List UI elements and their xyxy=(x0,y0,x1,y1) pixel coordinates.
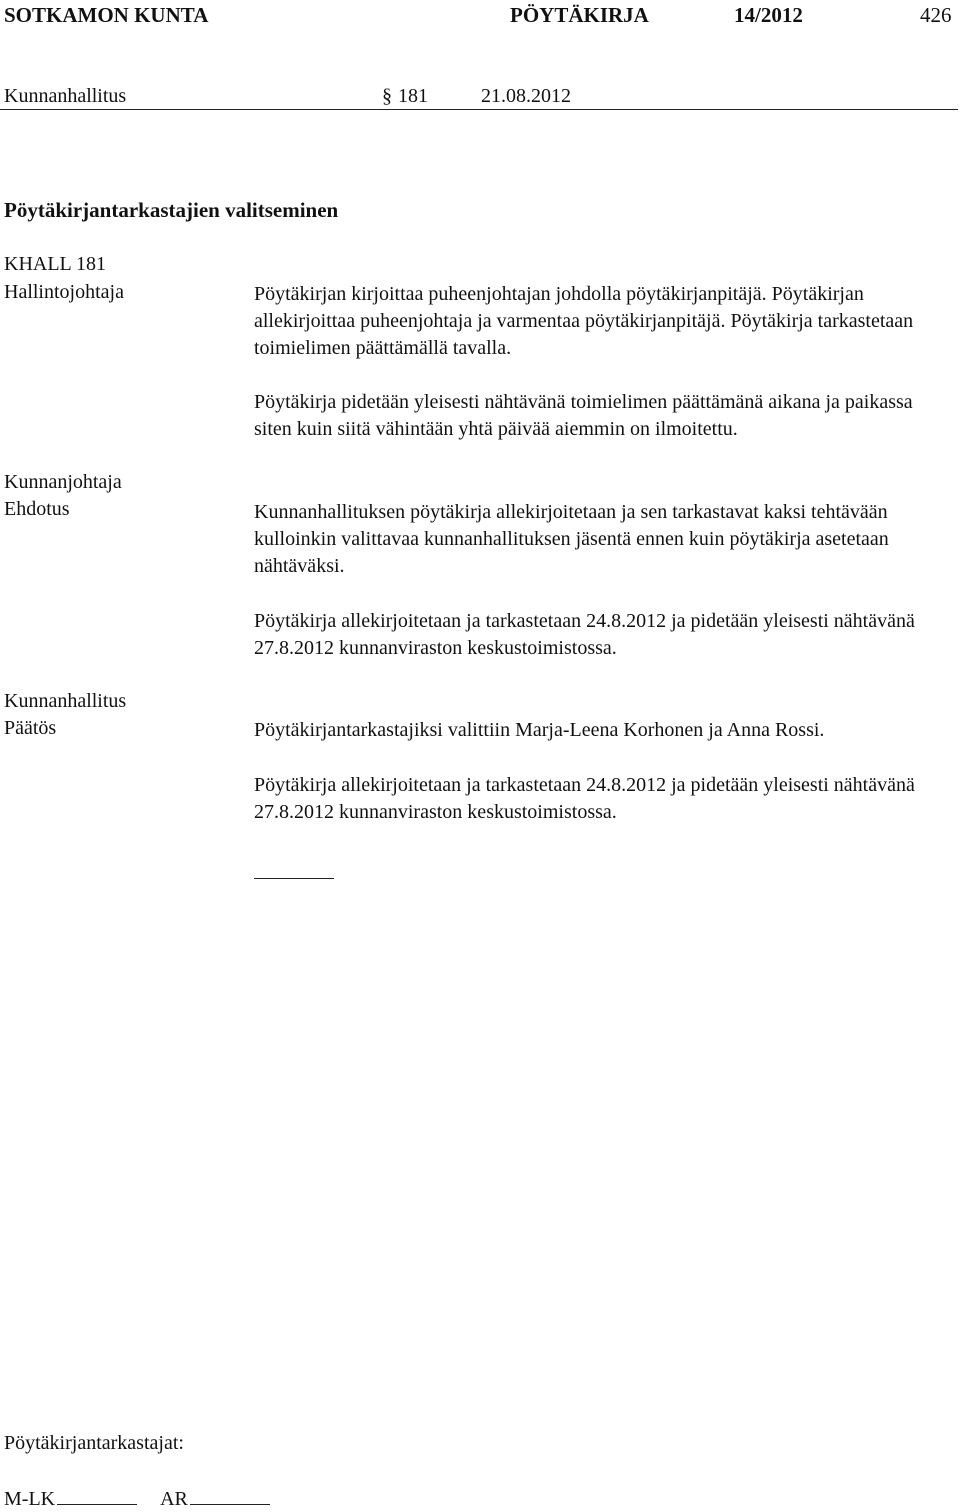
proposal-paragraph-1: Kunnanhallituksen pöytäkirja allekirjoitetaan ja sen tarkastavat kaksi tehtävään kulloinkin valittavaa kunnanhallituksen jäsentä ennen kuin pöytäkirja asetetaan nähtäväksi. xyxy=(254,501,889,577)
document-type: PÖYTÄKIRJA xyxy=(510,3,649,27)
signature-line-2 xyxy=(190,1486,270,1505)
decision-label: Päätös xyxy=(4,717,57,739)
item-paragraph-1: Pöytäkirjan kirjoittaa puheenjohtajan johdolla pöytäkirjanpitäjä. Pöytäkirjan allekirjoittaa puheenjohtaja ja varmentaa pöytäkirjanpitäjä. Pöytäkirja tarkastetaan toimielimen päättämällä tavalla. xyxy=(254,283,914,359)
meeting-date: 21.08.2012 xyxy=(481,85,571,107)
checker-initials-1: M-LK xyxy=(4,1488,56,1510)
section-reference xyxy=(382,85,428,108)
decision-body: Kunnanhallitus xyxy=(4,690,127,712)
page-title: Pöytäkirjantarkastajien valitseminen xyxy=(4,198,339,222)
page-number: 426 xyxy=(920,3,952,27)
section-sign: § xyxy=(382,85,392,107)
proposal-paragraph-2: Pöytäkirja allekirjoitetaan ja tarkastetaan 24.8.2012 ja pidetään yleisesti nähtävänä 27.8.2012 kunnanviraston keskustoimistossa. xyxy=(254,610,915,659)
item-code: KHALL 181 xyxy=(4,253,107,275)
decision-paragraph-1: Pöytäkirjantarkastajiksi valittiin Marja-Leena Korhonen ja Anna Rossi. xyxy=(254,719,825,741)
proposal-label: Ehdotus xyxy=(4,498,70,520)
proposal-presenter: Kunnanjohtaja xyxy=(4,471,122,493)
decision-paragraph-2: Pöytäkirja allekirjoitetaan ja tarkastetaan 24.8.2012 ja pidetään yleisesti nähtävänä 27.8.2012 kunnanviraston keskustoimistossa. xyxy=(254,774,915,823)
checker-initials-row xyxy=(4,1486,270,1511)
checker-initials-2: AR xyxy=(160,1488,188,1510)
issue-number: 14/2012 xyxy=(734,3,803,27)
item-paragraph-2: Pöytäkirja pidetään yleisesti nähtävänä toimielimen päättämänä aikana ja paikassa siten kuin siitä vähintään yhtä päivää aiemmin on ilmoitettu. xyxy=(254,391,913,440)
municipality-name: SOTKAMON KUNTA xyxy=(4,3,209,27)
section-number: 181 xyxy=(398,85,428,107)
signature-line-1 xyxy=(57,1486,137,1505)
body-name: Kunnanhallitus xyxy=(4,85,127,107)
header-divider xyxy=(0,109,958,110)
checkers-label: Pöytäkirjantarkastajat: xyxy=(4,1432,184,1454)
item-presenter: Hallintojohtaja xyxy=(4,281,124,303)
end-divider xyxy=(254,878,334,879)
